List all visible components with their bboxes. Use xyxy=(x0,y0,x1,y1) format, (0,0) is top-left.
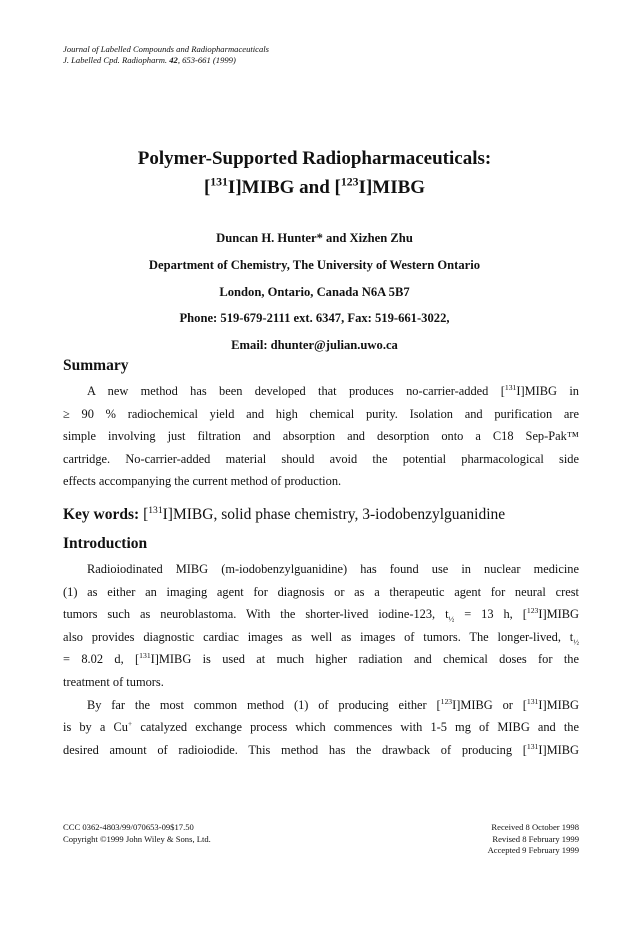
intro-line: = 8.02 d, [$^{131}$I]MIBG is used at much higher radiation and chemical doses for the xyxy=(63,651,579,667)
footer-received: Received 8 October 1998 xyxy=(491,822,579,832)
summary-line: A new method has been developed that produces no-carrier-added [$^{131}$I]MIBG in xyxy=(87,382,579,398)
introduction-paragraph xyxy=(63,558,579,761)
intro-line: treatment of tumors. xyxy=(63,674,164,689)
paper-title-line-2: [$^{131}$I]MIBG and [$^{123}$I]MIBG xyxy=(203,175,426,198)
summary-heading: Summary xyxy=(63,357,129,374)
title-mid: I]MIBG and [ xyxy=(227,177,341,198)
keywords-label: Key words: xyxy=(63,506,140,523)
intro-line: desired amount of radioiodide. This method has the drawback of producing [$^{131}$I]MIBG xyxy=(63,741,579,757)
citation-volume: 42 xyxy=(169,55,178,65)
journal-header xyxy=(63,44,269,66)
intro-line: tumors such as neuroblastoma. With the shorter-lived iodine-123, $t_{\frac{1}{2}} = 13$ h, [$^{123}$I]MIBG xyxy=(63,606,579,624)
summary-line: cartridge. No-carrier-added material should avoid the potential pharmacological side xyxy=(63,451,579,466)
journal-name: Journal of Labelled Compounds and Radiopharmaceuticals xyxy=(63,44,269,54)
isotope-131: 131 xyxy=(210,175,228,189)
intro-line: is by a Cu+ catalyzed exchange process which commences with 1-5 mg of MIBG and the xyxy=(63,719,579,735)
intro-line: (1) as either an imaging agent for diagnosis or as a therapeutic agent for neural crest xyxy=(63,584,579,599)
footer-accepted: Accepted 9 February 1999 xyxy=(487,845,579,855)
citation-pages-year: , 653-661 (1999) xyxy=(177,55,236,65)
author-phone: Phone: 519-679-2111 ext. 6347, Fax: 519-661-3022, xyxy=(179,311,450,325)
introduction-heading: Introduction xyxy=(63,535,148,552)
footer-copyright: Copyright ©1999 John Wiley & Sons, Ltd. xyxy=(63,833,211,844)
summary-line: simple involving just filtration and absorption and desorption onto a C18 Sep-Pak™ xyxy=(63,429,579,444)
author-address: London, Ontario, Canada N6A 5B7 xyxy=(219,285,410,299)
summary-line: effects accompanying the current method of production. xyxy=(63,474,342,489)
author-email: Email: dhunter@julian.uwo.ca xyxy=(231,338,398,352)
footer-revised: Revised 8 February 1999 xyxy=(492,833,579,844)
journal-citation xyxy=(63,55,269,66)
title-tail: I]MIBG xyxy=(358,177,426,198)
keywords-text: [$^{131}$I]MIBG, solid phase chemistry, 3-iodobenzylguanidine xyxy=(139,504,506,523)
citation-prefix: J. Labelled Cpd. Radiopharm. xyxy=(63,55,168,65)
intro-line: also provides diagnostic cardiac images as well as images of tumors. The longer-lived, $t_{\frac{1}{2}}$ xyxy=(63,629,579,647)
intro-line: Radioiodinated MIBG (m-iodobenzylguanidine) has found use in nuclear medicine xyxy=(87,562,579,576)
isotope-123: 123 xyxy=(340,175,359,189)
keywords xyxy=(63,506,505,524)
footer-left xyxy=(63,822,211,845)
summary-paragraph xyxy=(63,380,579,493)
intro-line: By far the most common method (1) of producing either [$^{123}$I]MIBG or [$^{131}$I]MIBG xyxy=(87,696,579,712)
author-names: Duncan H. Hunter* and Xizhen Zhu xyxy=(216,231,413,245)
paper-title-line-1: Polymer-Supported Radiopharmaceuticals: xyxy=(137,148,492,169)
footer-issn: CCC 0362-4803/99/070653-09$17.50 xyxy=(63,822,194,832)
author-department: Department of Chemistry, The University of Western Ontario xyxy=(148,258,481,272)
footer-right xyxy=(488,822,579,857)
summary-line: ≥ 90 % radiochemical yield and high chemical purity. Isolation and purification are xyxy=(63,406,579,421)
